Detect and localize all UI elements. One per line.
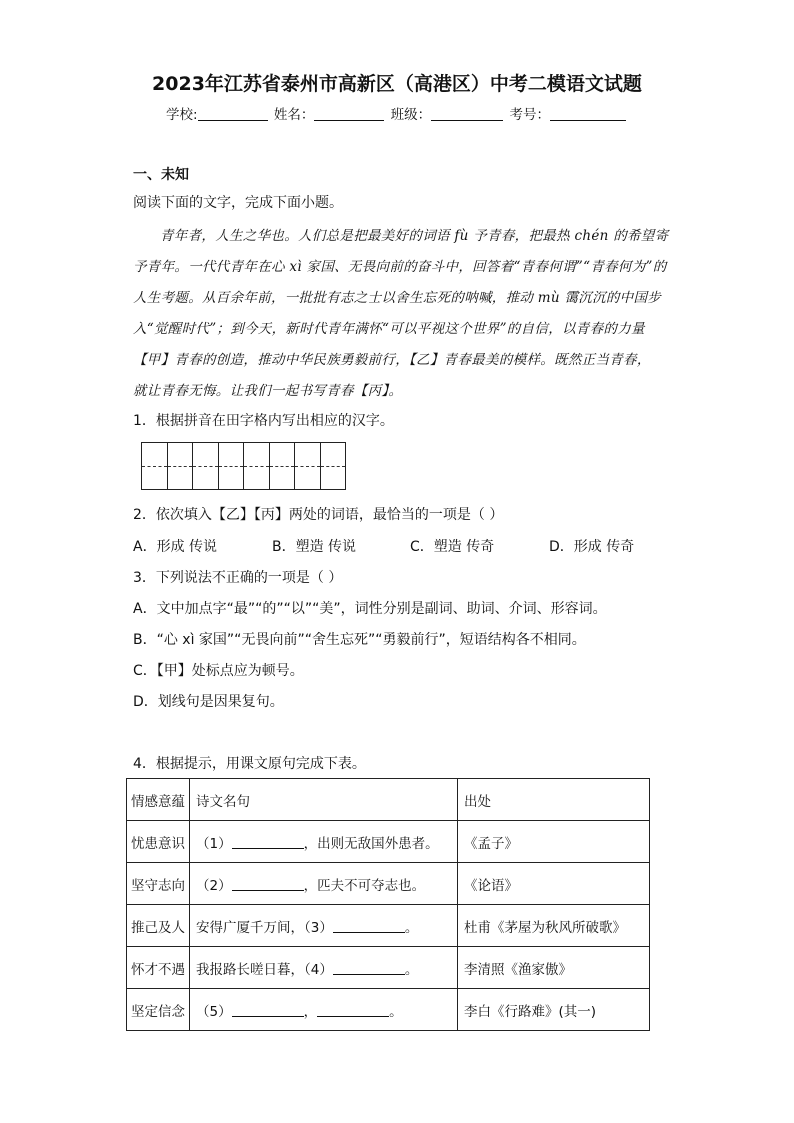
grid-cell[interactable] — [219, 443, 245, 489]
header-poem: 诗文名句 — [190, 779, 458, 821]
table-header-row — [127, 779, 650, 821]
poem-suffix: 。 — [389, 1003, 403, 1020]
header-source: 出处 — [458, 779, 650, 821]
poem-middle: ， — [303, 1003, 318, 1020]
q3-option-b[interactable]: B．“心 xì 家国”“无畏向前”“舍生忘死”“勇毅前行”，短语结构各不相同。 — [133, 632, 586, 648]
row-source: 《孟子》 — [458, 821, 650, 863]
passage-line: 入“觉醒时代”；到今天，新时代青年满怀“可以平视这个世界”的自信，以青春的力量 — [133, 321, 645, 337]
poem-suffix: ，匹夫不可夺志也。 — [303, 877, 426, 894]
table-row — [127, 821, 650, 863]
poem-prefix: 安得广厦千万间，（3） — [196, 919, 333, 936]
table-row — [127, 905, 650, 947]
answer-blank[interactable] — [232, 1004, 304, 1017]
row-poem — [190, 821, 458, 863]
grid-cell[interactable] — [244, 443, 270, 489]
answer-blank[interactable] — [333, 962, 405, 975]
tianzi-grid — [141, 442, 346, 490]
q3-option-c[interactable]: C．【甲】处标点应为顿号。 — [133, 663, 304, 679]
row-poem — [190, 989, 458, 1031]
grid-cell[interactable] — [270, 443, 296, 489]
poem-suffix: 。 — [404, 919, 419, 936]
grid-cell[interactable] — [142, 443, 168, 489]
row-source: 杜甫《茅屋为秋风所破歌》 — [458, 905, 650, 947]
poem-suffix: 。 — [404, 961, 419, 978]
row-emotion: 推己及人 — [127, 905, 190, 947]
answer-blank[interactable] — [317, 1004, 389, 1017]
grid-cell[interactable] — [193, 443, 219, 489]
poem-prefix: （5） — [196, 1003, 232, 1020]
answer-blank[interactable] — [333, 920, 405, 933]
row-poem — [190, 947, 458, 989]
row-emotion: 坚守志向 — [127, 863, 190, 905]
student-info-line — [0, 103, 794, 123]
passage-line: 【甲】青春的创造，推动中华民族勇毅前行，【乙】青春最美的模样。既然正当青春， — [133, 352, 651, 368]
question-2: 2．依次填入【乙】【丙】两处的词语，最恰当的一项是（ ） — [133, 507, 504, 523]
q2-option-d[interactable]: D．形成 传奇 — [549, 539, 635, 555]
name-blank[interactable] — [314, 107, 384, 121]
school-label: 学校: — [166, 107, 198, 123]
passage-line: 予青年。一代代青年在心 xì 家国、无畏向前的奋斗中，回答着“青春何谓”“青春何为”的 — [133, 259, 667, 275]
table-row — [127, 989, 650, 1031]
question-1: 1．根据拼音在田字格内写出相应的汉字。 — [133, 413, 394, 429]
row-source: 李白《行路难》(其一) — [458, 989, 650, 1031]
answer-blank[interactable] — [232, 836, 304, 849]
table-row — [127, 863, 650, 905]
question-4: 4．根据提示，用课文原句完成下表。 — [133, 756, 366, 772]
class-blank[interactable] — [431, 107, 503, 121]
poem-prefix: 我报路长嗟日暮，（4） — [196, 961, 333, 978]
poem-table — [126, 778, 650, 1031]
class-label: 班级： — [390, 107, 432, 123]
section-heading: 一、未知 — [133, 167, 189, 183]
q3-option-d[interactable]: D．划线句是因果复句。 — [133, 694, 284, 710]
row-emotion: 坚定信念 — [127, 989, 190, 1031]
passage-line: 青年者，人生之华也。人们总是把最美好的词语 fù 予青春，把最热 chén 的希望寄 — [160, 228, 669, 244]
row-emotion: 忧患意识 — [127, 821, 190, 863]
row-poem — [190, 905, 458, 947]
grid-cell[interactable] — [321, 443, 346, 489]
exam-no-blank[interactable] — [550, 107, 626, 121]
grid-cell[interactable] — [168, 443, 194, 489]
row-poem — [190, 863, 458, 905]
reading-instruction: 阅读下面的文字，完成下面小题。 — [133, 195, 343, 211]
q2-option-c[interactable]: C．塑造 传奇 — [410, 539, 495, 555]
page-title: 2023年江苏省泰州市高新区（高港区）中考二模语文试题 — [152, 73, 642, 95]
q3-option-a[interactable]: A．文中加点字“最”“的”“以”“美”，词性分别是副词、助词、介词、形容词。 — [133, 601, 607, 617]
answer-blank[interactable] — [232, 878, 304, 891]
row-source: 《论语》 — [458, 863, 650, 905]
row-source: 李清照《渔家傲》 — [458, 947, 650, 989]
grid-cell[interactable] — [295, 443, 321, 489]
exam-no-label: 考号： — [509, 107, 550, 123]
question-3: 3．下列说法不正确的一项是（ ） — [133, 570, 343, 586]
q2-option-a[interactable]: A．形成 传说 — [133, 539, 218, 555]
name-label: 姓名： — [273, 107, 315, 123]
table-row — [127, 947, 650, 989]
poem-suffix: ，出则无敌国外患者。 — [303, 835, 439, 852]
poem-prefix: （1） — [196, 835, 232, 852]
passage-line: 人生考题。从百余年前，一批批有志之士以舍生忘死的呐喊，推动 mù 霭沉沉的中国步 — [133, 290, 662, 306]
header-emotion: 情感意蕴 — [127, 779, 190, 821]
row-emotion: 怀才不遇 — [127, 947, 190, 989]
passage-line: 就让青春无悔。让我们一起书写青春【丙】。 — [133, 383, 403, 399]
school-blank[interactable] — [198, 107, 268, 121]
poem-prefix: （2） — [196, 877, 232, 894]
q2-option-b[interactable]: B．塑造 传说 — [272, 539, 357, 555]
